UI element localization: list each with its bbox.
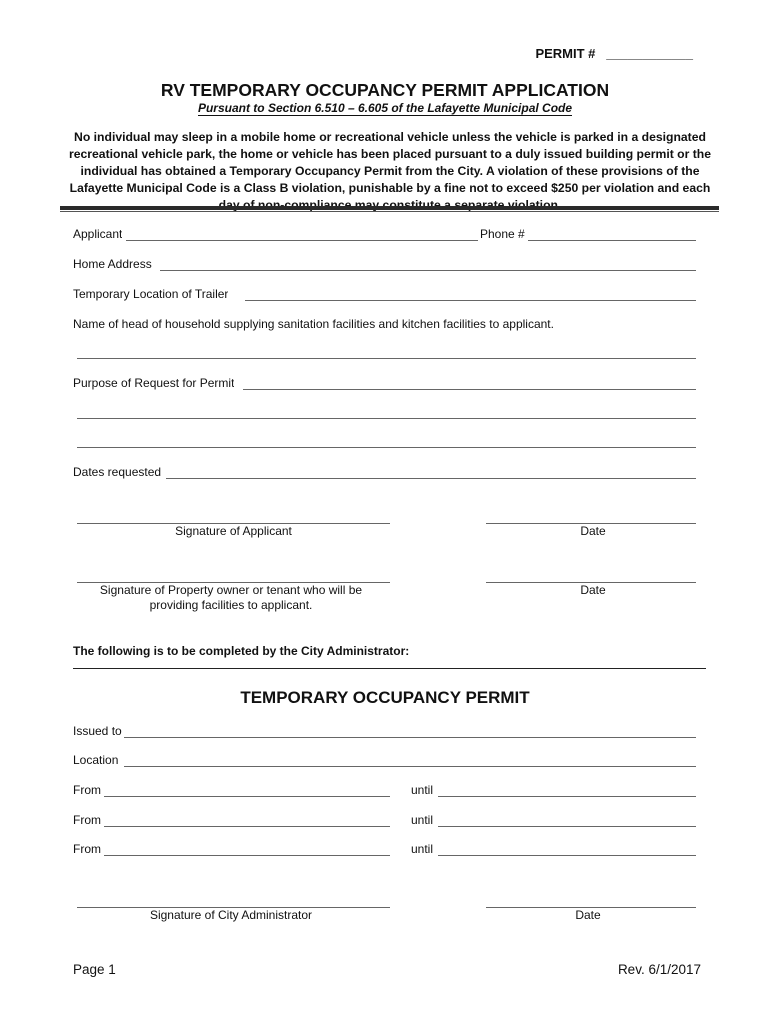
applicant-label: Applicant [73,227,123,241]
head-of-household-input-line[interactable] [77,358,696,359]
temp-location-input-line[interactable] [245,300,696,301]
applicant-date-label: Date [580,524,606,538]
head-of-household-label: Name of head of household supplying sanitation facilities and kitchen facilities to applicant. [73,317,554,331]
from-input-line-2[interactable] [104,826,390,827]
issued-to-input-line[interactable] [124,737,696,738]
owner-signature-label: Signature of Property owner or tenant who will be providing facilities to applicant. [99,583,363,612]
admin-section-heading: The following is to be completed by the City Administrator: [73,644,410,658]
revision-date: Rev. 6/1/2017 [617,962,701,977]
until-input-line-3[interactable] [438,855,696,856]
from-input-line-3[interactable] [104,855,390,856]
from-input-line-1[interactable] [104,796,390,797]
header-divider-thick [60,206,719,210]
owner-date-label: Date [580,583,606,597]
issued-to-label: Issued to [73,724,122,738]
applicant-input-line[interactable] [126,240,478,241]
until-input-line-2[interactable] [438,826,696,827]
until-input-line-1[interactable] [438,796,696,797]
subtitle-text: Pursuant to Section 6.510 – 6.605 of the Lafayette Municipal Code [197,101,573,115]
location-input-line[interactable] [124,766,696,767]
document-title: RV TEMPORARY OCCUPANCY PERMIT APPLICATION [160,80,610,100]
permit-number-field[interactable]: PERMIT # ____________ [535,46,693,61]
dates-requested-input-line[interactable] [166,478,696,479]
location-label: Location [73,753,119,767]
until-label-2: until [411,813,434,827]
purpose-input-line-2[interactable] [77,418,696,419]
from-label-1: From [73,783,101,797]
permit-title: TEMPORARY OCCUPANCY PERMIT [240,688,530,707]
phone-label: Phone # [480,227,525,241]
from-label-2: From [73,813,101,827]
phone-input-line[interactable] [528,240,696,241]
purpose-input-line-3[interactable] [77,447,696,448]
intro-paragraph: No individual may sleep in a mobile home or recreational vehicle unless the vehicle is parked in a designated recreational vehicle park, the home or vehicle has been placed pursuant to a duly issued building permit or the individual has obtained a Temporary Occupancy Permit from the City. A violation of these provisions of the Lafayette Municipal Code is a Class B violation, punishable by a fine not to exceed $250 per violation and each day of non-compliance may constitute a separate violation. [68,130,712,212]
home-address-label: Home Address [73,257,152,271]
page-number: Page 1 [73,962,116,977]
admin-signature-label: Signature of City Administrator [149,908,313,922]
home-address-input-line[interactable] [160,270,696,271]
purpose-input-line-1[interactable] [243,389,696,390]
document-subtitle [0,101,770,115]
admin-date-label: Date [575,908,601,922]
admin-section-divider [73,668,706,669]
purpose-label: Purpose of Request for Permit [73,376,235,390]
until-label-3: until [411,842,434,856]
temp-location-label: Temporary Location of Trailer [73,287,229,301]
dates-requested-label: Dates requested [73,465,162,479]
applicant-signature-label: Signature of Applicant [175,524,292,538]
header-divider-thin [60,211,719,212]
from-label-3: From [73,842,101,856]
until-label-1: until [411,783,434,797]
